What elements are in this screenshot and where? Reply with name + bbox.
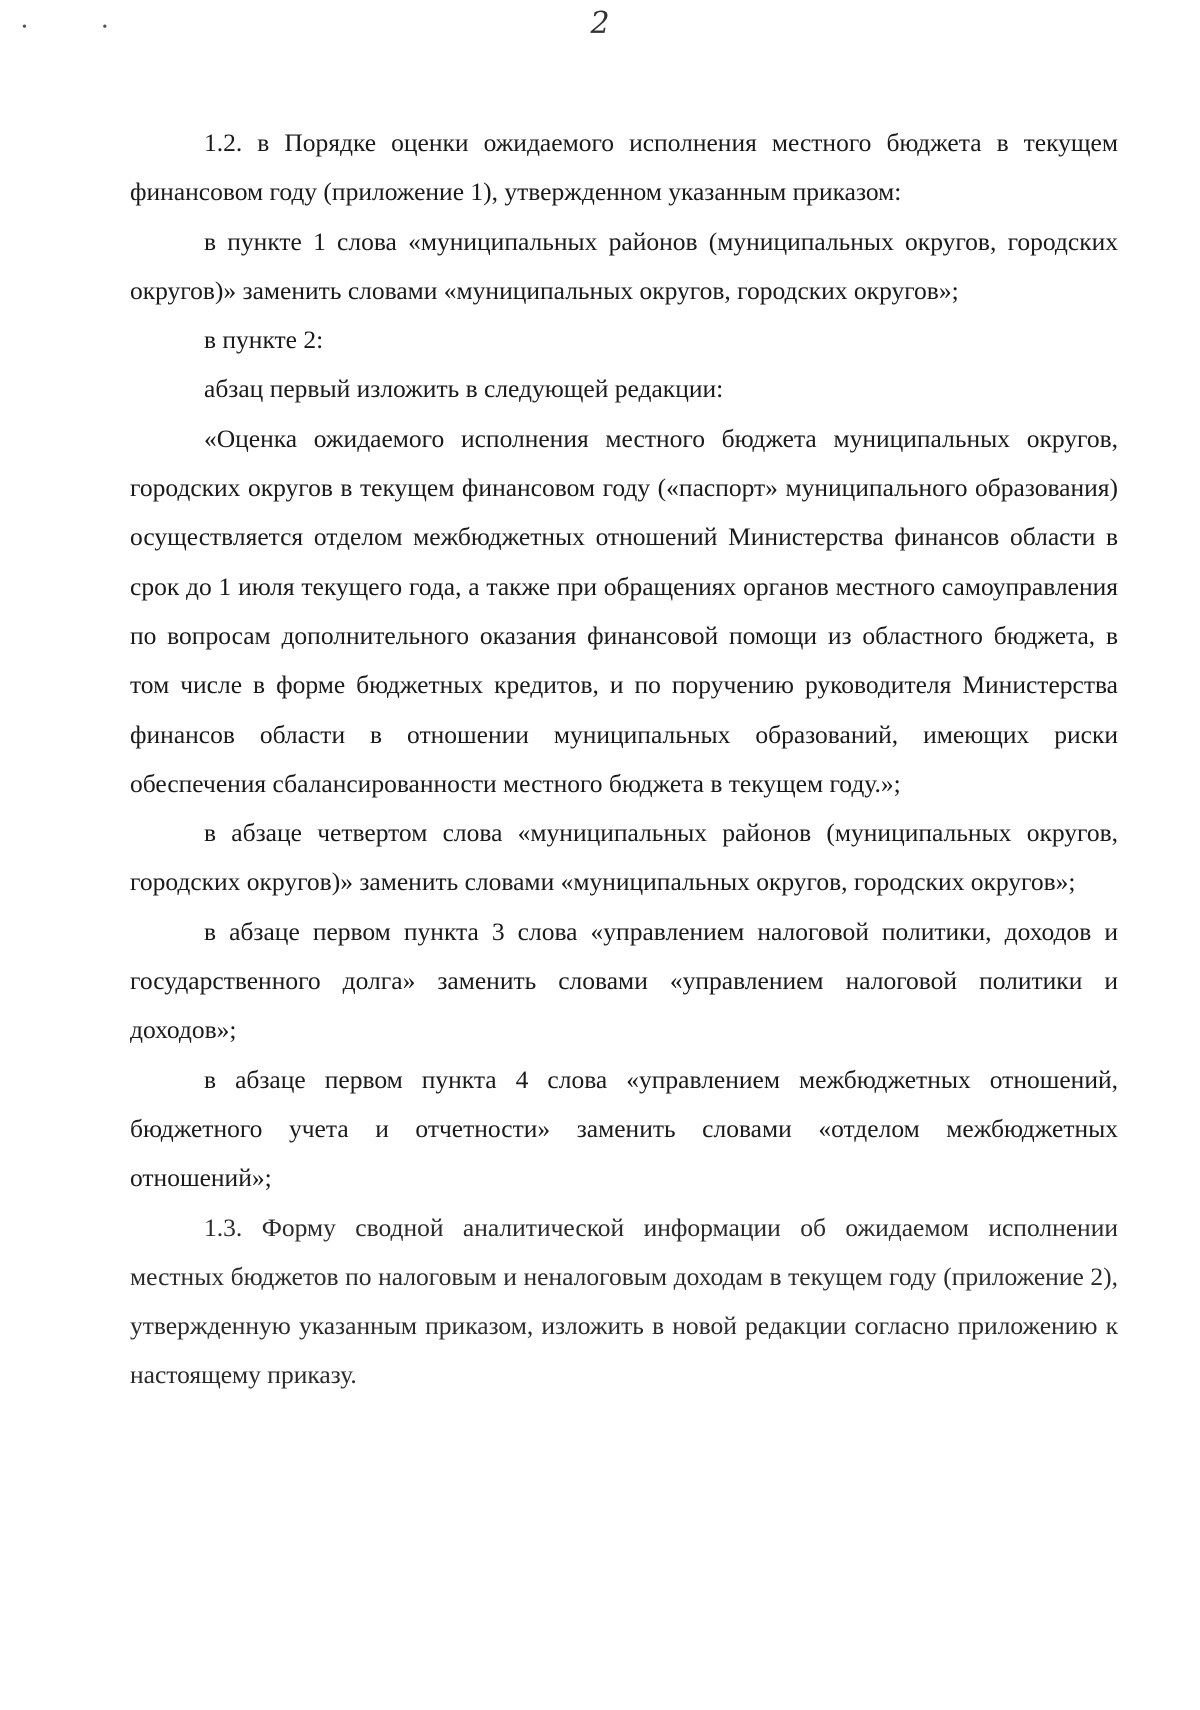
- paragraph-fourth-abzac-edit: в абзаце четвертом слова «муниципальных районов (муниципальных округов, городских округов)» заменить словами «муниципальных округов, городских округов»;: [130, 818, 1118, 897]
- paragraph-quoted-new-text: «Оценка ожидаемого исполнения местного бюджета муниципальных округов, городских округов в текущем финансовом году («паспорт» муниципального образования) осуществляется отделом межбюджетных отношений Министерства финансов области в срок до 1 июля текущего года, а также при обращениях органов местного самоуправления по вопросам дополнительного оказания финансовой помощи из областного бюджета, в том числе в форме бюджетных кредитов, и по поручению руководителя Министерства финансов области в отношении муниципальных образований, имеющих риски обеспечения сбалансированности местного бюджета в текущем году.»;: [130, 423, 1118, 798]
- page-number: 2: [590, 6, 610, 41]
- paragraph-first-abzac-intro: абзац первый изложить в следующей редакции:: [204, 374, 724, 404]
- paragraph-1-2: 1.2. в Порядке оценки ожидаемого исполнения местного бюджета в текущем финансовом году (приложение 1), утвержденном указанным приказом:: [130, 128, 1118, 207]
- document-body: [130, 118, 1118, 1400]
- paragraph-1-3: 1.3. Форму сводной аналитической информации об ожидаемом исполнении местных бюджетов по налоговым и неналоговым доходам в текущем году (приложение 2), утвержденную указанным приказом, изложить в новой редакции согласно приложению к настоящему приказу.: [130, 1212, 1118, 1390]
- scan-marks: • •: [22, 20, 144, 35]
- paragraph-point-3-edit: в абзаце первом пункта 3 слова «управлением налоговой политики, доходов и государственного долга» заменить словами «управлением налоговой политики и доходов»;: [130, 916, 1118, 1045]
- paragraph-point-1-edit: в пункте 1 слова «муниципальных районов (муниципальных округов, городских округов)» заменить словами «муниципальных округов, городских округов»;: [130, 226, 1118, 305]
- paragraph-point-2-heading: в пункте 2:: [204, 325, 324, 355]
- paragraph-point-4-edit: в абзаце первом пункта 4 слова «управлением межбюджетных отношений, бюджетного учета и отчетности» заменить словами «отделом межбюджетных отношений»;: [130, 1064, 1118, 1193]
